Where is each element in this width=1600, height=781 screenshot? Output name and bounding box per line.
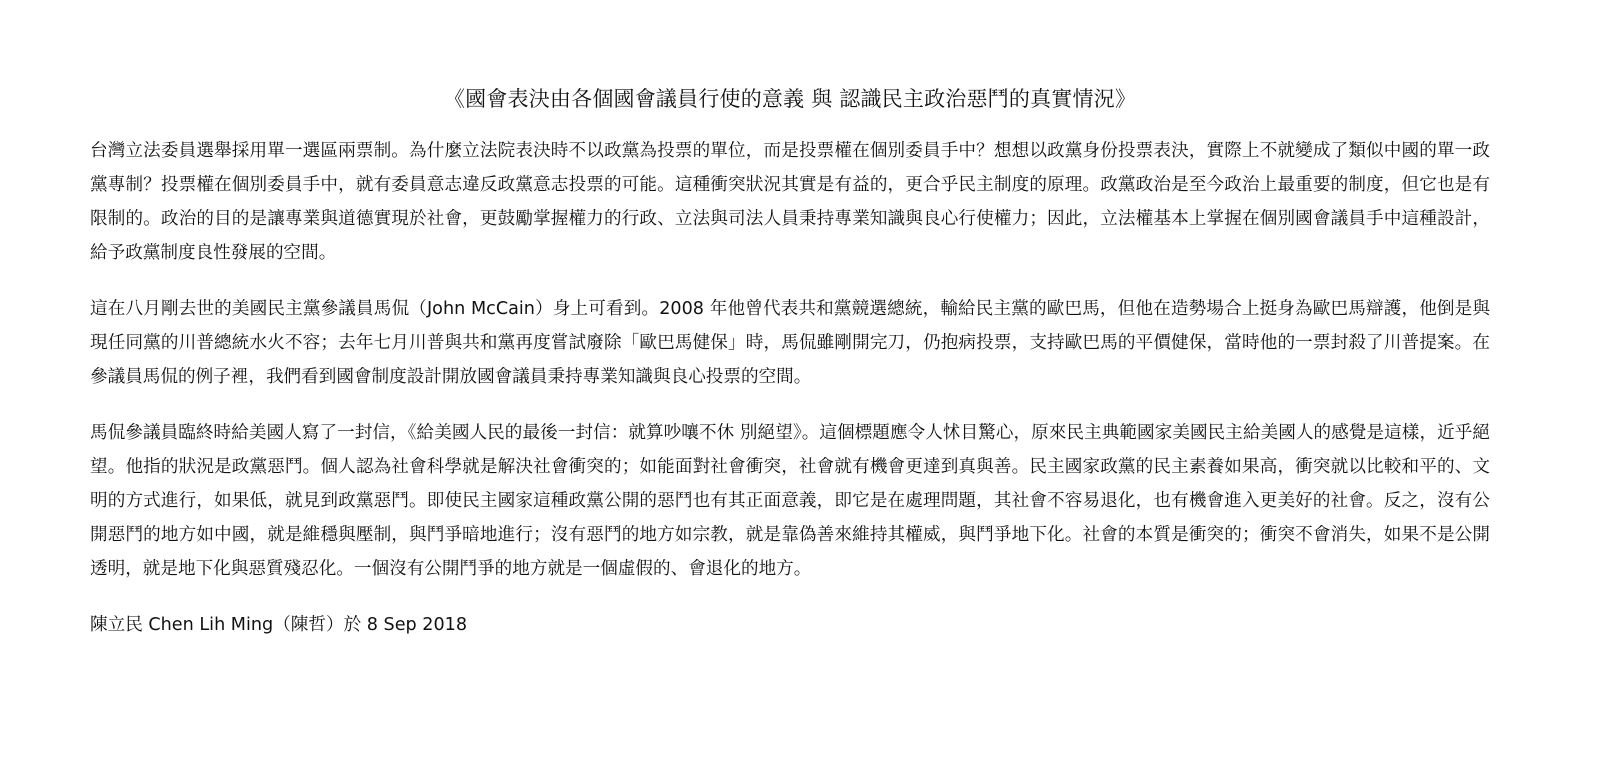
article	[90, 82, 1490, 642]
paragraph-1: 台灣立法委員選舉採用單一選區兩票制。為什麼立法院表決時不以政黨為投票的單位，而是投票權在個別委員手中？想想以政黨身份投票表決，實際上不就變成了類似中國的單一政黨專制？投票權在個別委員手中，就有委員意志違反政黨意志投票的可能。這種衝突狀況其實是有益的，更合乎民主制度的原理。政黨政治是至今政治上最重要的制度，但它也是有限制的。政治的目的是讓專業與道德實現於社會，更鼓勵掌握權力的行政、立法與司法人員秉持專業知識與良心行使權力；因此，立法權基本上掌握在個別國會議員手中這種設計，給予政黨制度良性發展的空間。	[90, 141, 1490, 263]
article-title: 《國會表決由各個國會議員行使的意義 與 認識民主政治惡鬥的真實情況》	[443, 87, 1137, 111]
author-signature: 陳立民 Chen Lih Ming（陳哲）於 8 Sep 2018	[90, 615, 468, 635]
paragraph-3: 馬侃參議員臨終時給美國人寫了一封信，《給美國人民的最後一封信：就算吵嚷不休 別絕望》。這個標題應令人怵目驚心，原來民主典範國家美國民主給美國人的感覺是這樣，近乎絕望。他指的狀況是政黨惡鬥。個人認為社會科學就是解決社會衝突的；如能面對社會衝突，社會就有機會更達到真與善。民主國家政黨的民主素養如果高，衝突就以比較和平的、文明的方式進行，如果低，就見到政黨惡鬥。即使民主國家這種政黨公開的惡鬥也有其正面意義，即它是在處理問題，其社會不容易退化，也有機會進入更美好的社會。反之，沒有公開惡鬥的地方如中國，就是維穩與壓制，與鬥爭暗地進行；沒有惡鬥的地方如宗教，就是靠偽善來維持其權威，與鬥爭地下化。社會的本質是衝突的；衝突不會消失，如果不是公開透明，就是地下化與惡質殘忍化。一個沒有公開鬥爭的地方就是一個虛假的、會退化的地方。	[90, 423, 1490, 579]
paragraph-2: 這在八月剛去世的美國民主黨參議員馬侃（John McCain）身上可看到。2008 年他曾代表共和黨競選總統，輸給民主黨的歐巴馬，但他在造勢場合上挺身為歐巴馬辯護，他倒是與現任同黨的川普總統水火不容；去年七月川普與共和黨再度嘗試廢除「歐巴馬健保」時，馬侃雖剛開完刀，仍抱病投票，支持歐巴馬的平價健保，當時他的一票封殺了川普提案。在參議員馬侃的例子裡，我們看到國會制度設計開放國會議員秉持專業知識與良心投票的空間。	[90, 299, 1490, 387]
